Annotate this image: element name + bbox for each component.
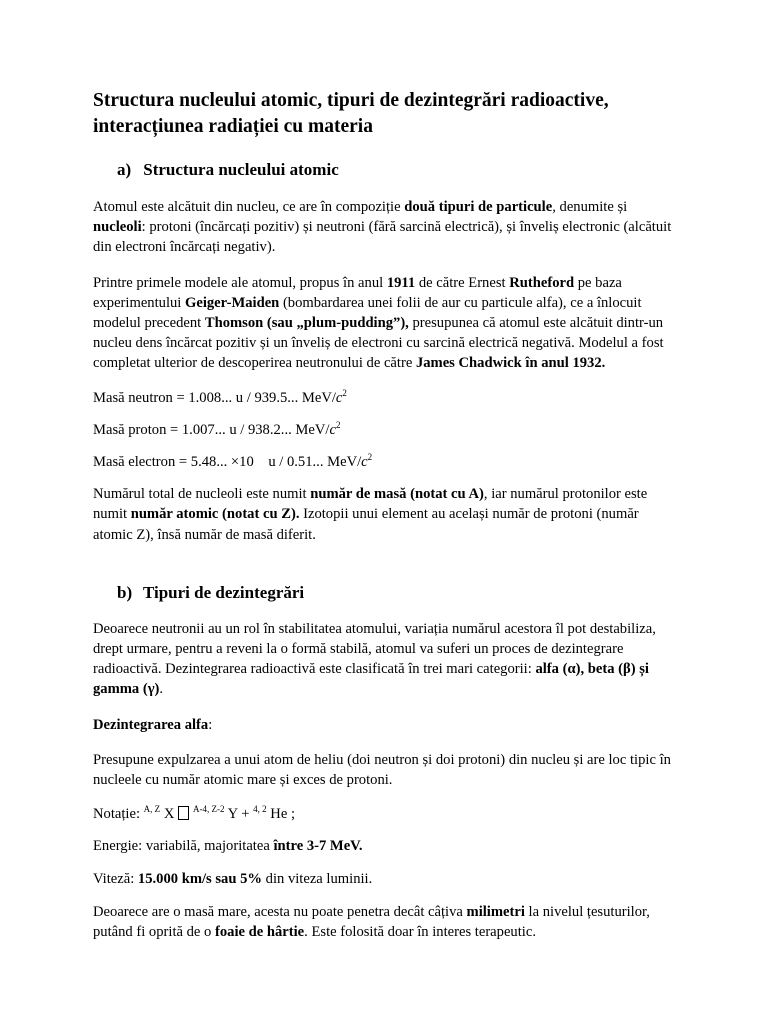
bold-text: nucleoli (93, 219, 142, 236)
paragraph-alpha-penetration (93, 902, 675, 942)
mass-neutron-line (93, 388, 675, 408)
bold-text: Thomson (sau „plum-pudding”), (204, 315, 409, 332)
text: c (361, 454, 368, 471)
section-a-heading (93, 159, 675, 181)
page-title: Structura nucleului atomic, tipuri de dezintegrări radioactive, interacțiunea radiației cu materia (93, 90, 609, 137)
text: Masă electron = 5.48... ×10 u / 0.51... MeV/ (93, 454, 362, 471)
text: de către Ernest (415, 274, 510, 291)
text: X (160, 806, 179, 823)
text: din viteza luminii. (262, 870, 373, 887)
text: Masă neutron = 1.008... u / 939.5... MeV/ (93, 389, 336, 406)
paragraph-atom-models (93, 273, 675, 374)
bold-text: între 3-7 MeV. (273, 838, 363, 855)
text: pe baza experimentului (93, 274, 622, 311)
superscript: 4, 2 (253, 804, 267, 815)
missing-arrow-glyph-icon (178, 806, 189, 820)
text: . Este folosită doar în interes terapeutic. (304, 924, 536, 941)
text: la nivelul țesuturilor, putând fi oprită de o (93, 903, 650, 941)
text: Presupune expulzarea a unui atom de heliu (doi neutron și doi protoni) din nucleu și are loc tipic în nucleele cu număr atomic mare și exces de protoni. (93, 751, 671, 789)
section-a-number: a) (117, 160, 132, 179)
document-body (93, 88, 675, 942)
text: . (159, 681, 164, 698)
text: Energie: variabilă, majoritatea (93, 838, 274, 855)
paragraph-decay-types (93, 619, 675, 700)
text: Y + (224, 806, 254, 823)
bold-text: Geiger-Maiden (185, 294, 280, 311)
alpha-decay-heading (93, 715, 675, 735)
section-b-heading (93, 582, 675, 604)
text: Deoarece are o masă mare, acesta nu poate penetra decât câțiva (93, 903, 467, 920)
bold-text: Rutheford (509, 274, 575, 291)
bold-text: 1911 (386, 274, 416, 291)
superscript: 2 (335, 419, 341, 430)
text: : (208, 716, 213, 733)
superscript: 2 (342, 387, 347, 398)
text: presupunea că atomul este alcătuit dintr-un nucleu dens încărcat pozitiv și un înveliș de electroni cu sarcină electrică negativă. Modelul a fost completat ulterior de descoperirea neutronului de către (93, 315, 664, 372)
section-b-number: b) (117, 582, 133, 602)
superscript: A-4, Z-2 (193, 804, 225, 815)
paragraph-alpha-description (93, 750, 675, 790)
text: , denumite și (552, 199, 628, 215)
text: He ; (266, 806, 296, 823)
bold-text: Dezintegrarea alfa (93, 716, 209, 733)
text: Masă proton = 1.007... u / 938.2... MeV/ (93, 421, 330, 438)
superscript: 2 (367, 452, 373, 463)
alpha-energy-line (93, 836, 675, 856)
text: c (335, 389, 343, 406)
bold-text: James Chadwick în anul 1932. (415, 355, 606, 372)
text: Printre primele modele ale atomul, propus în anul (93, 274, 387, 291)
text: Viteză: (93, 870, 138, 887)
text: : protoni (încărcați pozitiv) și neutroni (fără sarcină electrică), și înveliș electronic (alcătuit din electroni încărcați negativ). (93, 219, 672, 256)
bold-text: două tipuri de particule (404, 199, 553, 215)
text: , iar numărul protonilor este numit (93, 486, 648, 523)
bold-text: alfa (α), beta (β) și gamma (γ) (93, 661, 649, 698)
paragraph-mass-number (93, 484, 675, 545)
alpha-notation-line (93, 804, 675, 824)
section-a-title: Structura nucleului atomic (143, 160, 339, 179)
text: c (329, 421, 336, 438)
bold-text: foaie de hârtie (215, 924, 305, 941)
text: Atomul este alcătuit din nucleu, ce are în compoziție (93, 199, 405, 215)
alpha-speed-line (93, 869, 675, 889)
bold-text: 15.000 km/s sau 5% (137, 870, 262, 887)
bold-text: număr atomic (notat cu Z). (130, 506, 300, 523)
section-b-title: Tipuri de dezintegrări (142, 582, 305, 602)
text: Notație: (93, 806, 144, 823)
text: Numărul total de nucleoli este numit (93, 486, 311, 503)
mass-proton-line (93, 420, 675, 440)
text: (bombardarea unei folii de aur cu particule alfa), ce a înlocuit modelul precedent (93, 294, 642, 332)
bold-text: număr de masă (notat cu A) (310, 486, 484, 503)
paragraph-atom-composition (93, 197, 675, 258)
text: Deoarece neutronii au un rol în stabilitatea atomului, variația numărul acestora îl pot destabiliza, drept urmare, pentru a reveni la o formă stabilă, atomul va suferi un proces de dezintegrare radioactivă. Dezintegrarea radioactivă este clasificată în trei mari categorii: (93, 620, 656, 678)
bold-text: milimetri (466, 903, 525, 920)
mass-electron-line (93, 452, 675, 472)
superscript: A, Z (143, 804, 161, 815)
text: Izotopii unui element au același număr de protoni (număr atomic Z), însă număr de masă diferit. (93, 506, 639, 543)
